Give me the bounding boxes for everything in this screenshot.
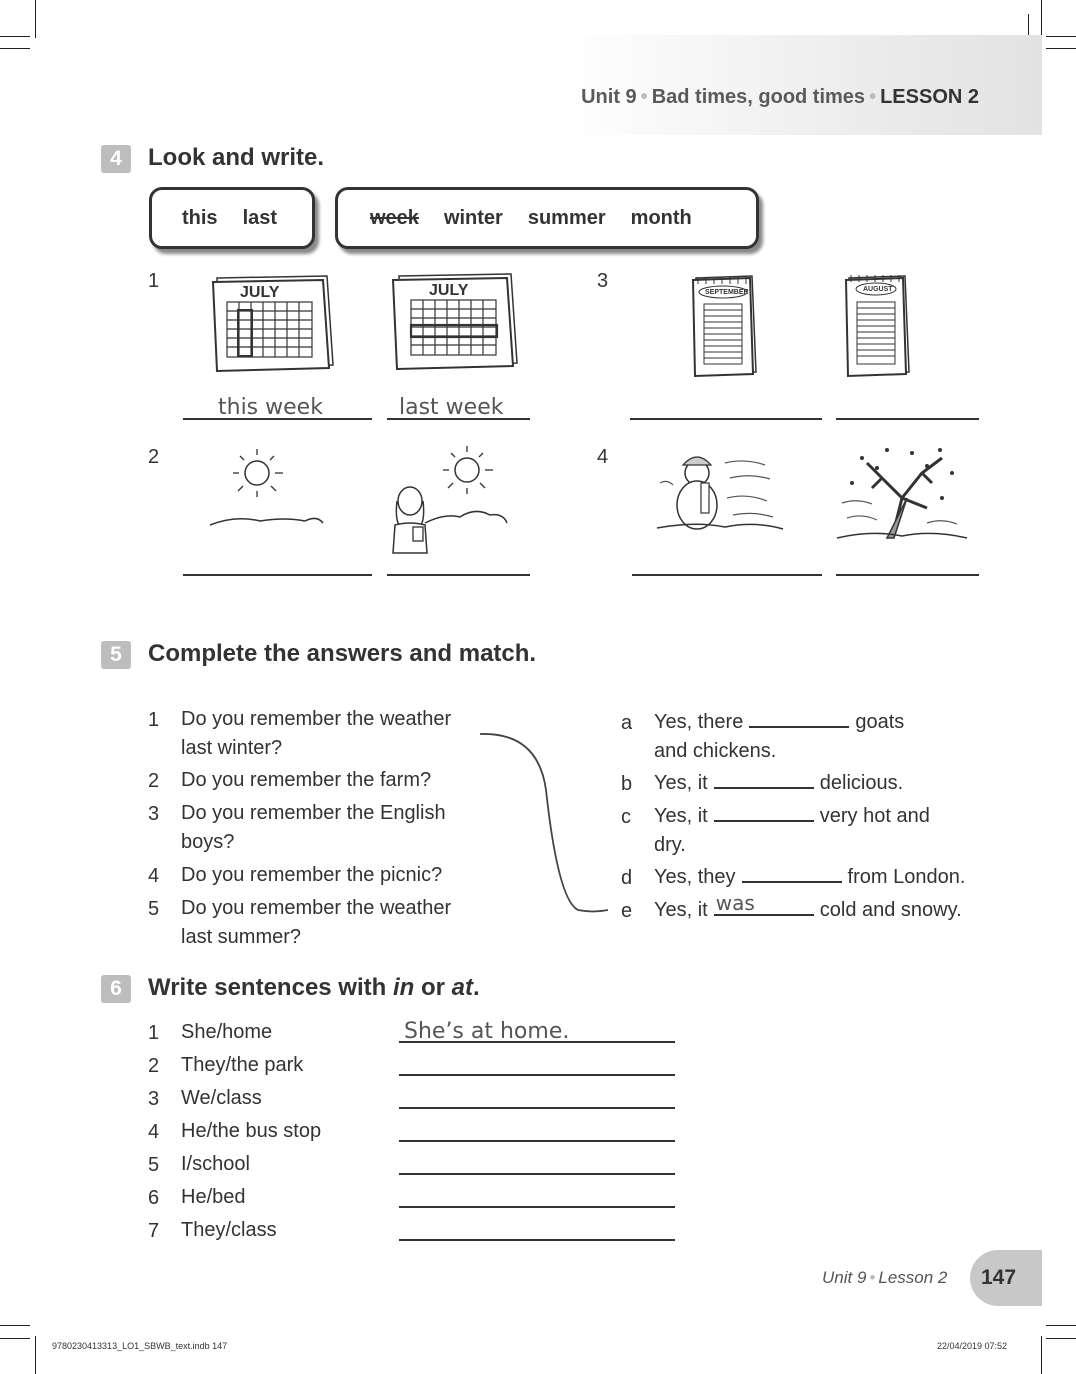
question: Do you remember the farm? — [181, 769, 432, 791]
crop-mark — [0, 36, 30, 37]
prompt: We/class — [181, 1087, 262, 1109]
word: summer — [527, 206, 606, 229]
exercise-number: 5 — [101, 641, 131, 669]
answer-line[interactable] — [836, 418, 979, 420]
crop-mark — [1046, 36, 1076, 37]
prompt: He/the bus stop — [181, 1120, 322, 1142]
question-line: Do you remember the English — [181, 802, 446, 824]
word-box-period — [335, 187, 759, 249]
answer-blank[interactable] — [714, 891, 814, 916]
answer-text: dry. — [654, 834, 686, 856]
prompt: They/class — [181, 1219, 277, 1241]
crop-mark — [35, 1336, 36, 1374]
item-number: 3 — [148, 1088, 160, 1110]
question-number: 5 — [148, 898, 160, 920]
question-number: 4 — [148, 865, 160, 887]
answer-line[interactable] — [630, 418, 822, 420]
question-line: boys? — [181, 831, 235, 853]
footer-lesson-text: Lesson 2 — [878, 1268, 948, 1287]
answer-line[interactable] — [399, 1206, 675, 1208]
item-number: 6 — [148, 1187, 160, 1209]
item-number: 1 — [148, 270, 160, 292]
header-unit: Unit 9 — [581, 86, 637, 108]
answer-text: cold and snowy. — [819, 899, 962, 921]
crop-mark — [1046, 1338, 1076, 1339]
tree-winter-illustration — [832, 438, 972, 543]
crop-mark — [1046, 1325, 1076, 1326]
calendar-label: JULY — [429, 282, 469, 299]
title-text: or — [414, 974, 452, 1001]
answer-letter: d — [621, 867, 633, 889]
crop-mark — [0, 48, 30, 49]
answer-blank[interactable] — [749, 708, 849, 728]
question — [181, 705, 451, 763]
answer-text: delicious. — [819, 772, 904, 794]
prompt: She/home — [181, 1021, 273, 1043]
word-box-time — [149, 187, 315, 249]
answer-sentence — [654, 802, 930, 860]
exercise-number: 4 — [101, 145, 131, 173]
crop-mark — [0, 1338, 30, 1339]
crop-mark — [1046, 48, 1076, 49]
answer-letter: e — [621, 900, 633, 922]
answer-letter: b — [621, 773, 633, 795]
exercise-number: 6 — [101, 975, 131, 1003]
question-number: 3 — [148, 803, 160, 825]
answer-text: Yes, they — [654, 866, 736, 888]
answer-line[interactable] — [183, 574, 372, 576]
answer-line[interactable] — [399, 1074, 675, 1076]
item-number: 2 — [148, 446, 160, 468]
answer-letter: a — [621, 712, 633, 734]
unit-header: Unit 9 • Bad times, good times • LESSON 2 — [581, 86, 979, 108]
word: last — [242, 206, 278, 229]
answer-text: Yes, it — [654, 805, 708, 827]
question — [181, 799, 446, 857]
answer-line[interactable] — [399, 1107, 675, 1109]
monthly-calendar-illustration — [843, 272, 913, 377]
question-line: last winter? — [181, 737, 283, 759]
question-number: 2 — [148, 770, 160, 792]
answer-text: Yes, it — [654, 899, 708, 921]
crop-mark — [0, 1325, 30, 1326]
prompt: I/school — [181, 1153, 250, 1175]
prompt: They/the park — [181, 1054, 304, 1076]
calendar-label: SEPTEMBER — [705, 289, 749, 296]
word: this — [182, 206, 218, 229]
print-date: 22/04/2019 07:52 — [937, 1341, 1008, 1351]
footer-lesson: Unit 9 • Lesson 2 — [822, 1268, 948, 1287]
footer-unit: Unit 9 — [822, 1268, 867, 1287]
title-text: at — [451, 974, 473, 1001]
answer-sentence — [654, 708, 904, 766]
title-text: in — [392, 974, 415, 1001]
answer-line[interactable] — [399, 1239, 675, 1241]
word: winter — [443, 206, 503, 229]
item-number: 2 — [148, 1055, 160, 1077]
handwritten-answer: She’s at home. — [404, 1019, 570, 1044]
calendar-illustration — [387, 268, 522, 375]
header-lesson: LESSON 2 — [880, 86, 979, 108]
question: Do you remember the picnic? — [181, 864, 443, 886]
header-band — [560, 35, 1042, 135]
calendar-illustration — [205, 270, 335, 375]
item-number: 7 — [148, 1220, 160, 1242]
sun-landscape-illustration — [205, 445, 330, 535]
item-number: 5 — [148, 1154, 160, 1176]
title-text: . — [472, 974, 480, 1001]
crop-mark — [1041, 0, 1042, 38]
calendar-label: AUGUST — [863, 286, 893, 293]
exercise-title: Look and write. — [148, 144, 325, 171]
answer-line[interactable] — [632, 574, 822, 576]
handwritten-answer: last week — [399, 395, 504, 420]
answer-text: Yes, it — [654, 772, 708, 794]
answer-line[interactable] — [836, 574, 979, 576]
blank-fill: was — [715, 891, 755, 915]
print-slug: 9780230413313_LO1_SBWB_text.indb 147 — [52, 1341, 228, 1351]
item-number: 4 — [148, 1121, 160, 1143]
handwritten-answer: this week — [218, 395, 323, 420]
answer-text: and chickens. — [654, 740, 777, 762]
answer-line[interactable] — [387, 574, 530, 576]
answer-sentence — [654, 769, 903, 798]
question-line: Do you remember the weather — [181, 708, 452, 730]
crop-mark — [1041, 1336, 1042, 1374]
word: month — [630, 206, 692, 229]
answer-blank[interactable] — [714, 769, 814, 789]
word-crossed-out: week — [370, 206, 419, 229]
question-line: Do you remember the weather — [181, 897, 452, 919]
answer-line[interactable] — [399, 1140, 675, 1142]
answer-sentence — [654, 891, 962, 925]
question — [181, 894, 451, 952]
calendar-label: JULY — [240, 284, 280, 301]
answer-text: goats — [855, 711, 905, 733]
answer-text: from London. — [847, 866, 966, 888]
snowman-winter-illustration — [655, 443, 785, 543]
header-title: Bad times, good times — [651, 86, 866, 108]
girl-sun-illustration — [385, 443, 510, 558]
answer-sentence — [654, 863, 965, 892]
question-number: 1 — [148, 709, 160, 731]
prompt: He/bed — [181, 1186, 246, 1208]
item-number: 4 — [597, 446, 609, 468]
page-number: 147 — [981, 1266, 1017, 1289]
title-text: Write sentences with — [148, 974, 393, 1001]
exercise-title: Complete the answers and match. — [148, 640, 537, 667]
answer-text: Yes, there — [654, 711, 744, 733]
item-number: 1 — [148, 1022, 160, 1044]
answer-text: very hot and — [819, 805, 930, 827]
matching-line — [478, 730, 618, 915]
answer-blank[interactable] — [742, 863, 842, 883]
answer-line[interactable] — [399, 1173, 675, 1175]
answer-blank[interactable] — [714, 802, 814, 822]
answer-letter: c — [621, 806, 631, 828]
crop-mark — [35, 0, 36, 38]
question-line: last summer? — [181, 926, 302, 948]
exercise-title — [148, 974, 480, 1002]
item-number: 3 — [597, 270, 609, 292]
monthly-calendar-illustration — [690, 272, 760, 377]
